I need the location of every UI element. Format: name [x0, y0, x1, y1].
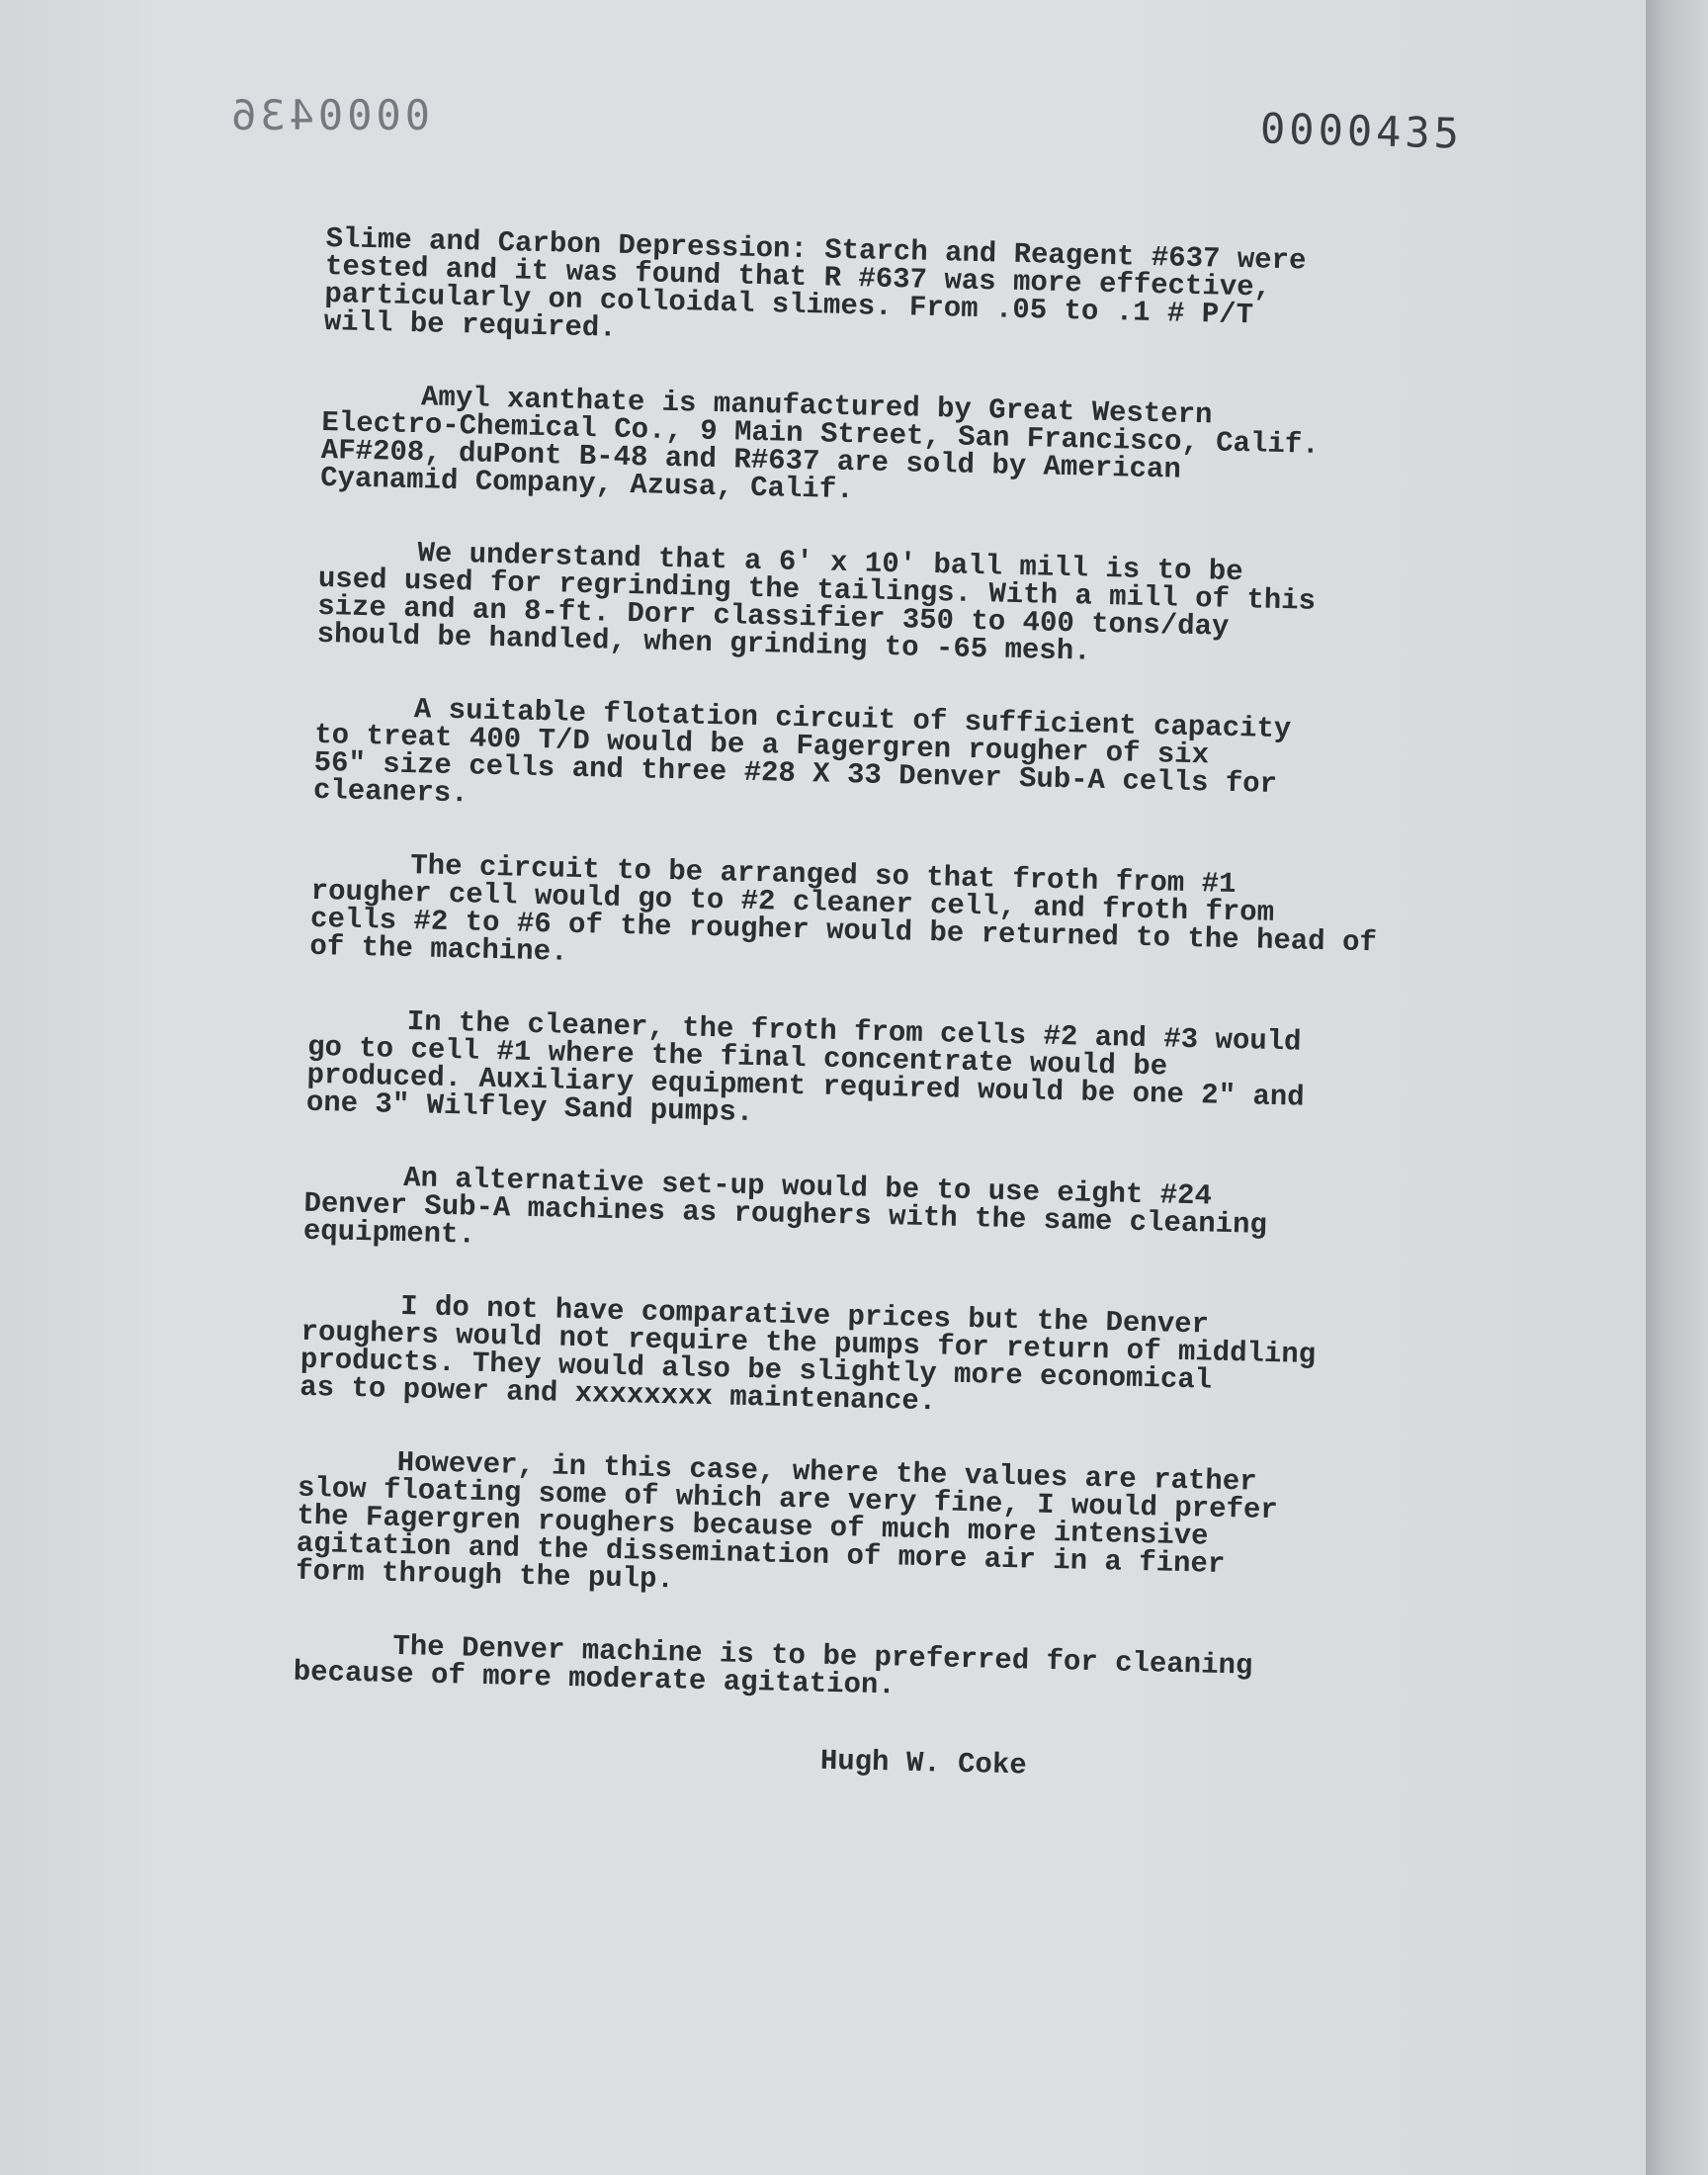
letter-body — [292, 222, 1611, 1792]
page-number-stamp-mirrored: 0000436 — [227, 91, 431, 139]
paragraph-denver-cleaning: The Denver machine is to be preferred for cleaning because of more moderate agitation. — [293, 1629, 1253, 1702]
paragraph-amyl-xanthate: Amyl xanthate is manufactured by Great Western Electro-Chemical Co., 9 Main Street, San Francisco, Calif. AF#208, duPont B-48 and R#637 are sold by American Cyanamid Company, Azusa, Calif. — [319, 381, 1320, 507]
paragraph-ball-mill: We understand that a 6' x 10' ball mill is to be used used for regrinding the tailings. With a mill of this size and an 8-ft. Dorr classifier 350 to 400 tons/day should be handled, when grinding to -65 mesh. — [316, 537, 1317, 668]
paragraph-comparative-prices: I do not have comparative prices but the Denver roughers would not require the pumps for return of middling products. They would also be slightly more economical as to power and xxxxxxxx maintenance. — [299, 1289, 1317, 1419]
paragraph-circuit-arrangement: The circuit to be arranged so that froth from #1 rougher cell would go to #2 cleaner cell, and froth from cells #2 to #6 of the rougher would be returned to the head of of the machine. — [309, 849, 1378, 969]
signature: Hugh W. Coke — [819, 1744, 1028, 1783]
paragraph-flotation-circuit: A suitable flotation circuit of sufficient capacity to treat 400 T/D would be a Fagergren rougher of six 56" size cells and three #28 X 33 Denver Sub-A cells for cleaners. — [312, 693, 1292, 811]
paragraph-cleaner: In the cleaner, the froth from cells #2 and #3 would go to cell #1 where the final concentrate would be produced. Auxiliary equipment required would be one 2" and one 3" Wilfley Sand pumps. — [305, 1005, 1305, 1130]
page-number-stamp: 0000435 — [1259, 104, 1464, 158]
page-edge-shadow — [1646, 0, 1708, 2175]
paragraph-slime-carbon-depression: Slime and Carbon Depression: Starch and Reagent #637 were tested and it was found that R #637 was more effective, particularly on colloidal slimes. From .05 to .1 # P/T will be required. — [323, 222, 1307, 345]
paragraph-alternative-setup: An alternative set-up would be to use eight #24 Denver Sub-A machines as roughers with the same cleaning equipment. — [302, 1162, 1268, 1252]
paragraph-fagergren-preference: However, in this case, where the values are rather slow floating some of which are very fine, I would prefer the Fagergren roughers because of much more intensive agitation and the dissemination of more air in a finer form through the pulp. — [295, 1445, 1279, 1597]
